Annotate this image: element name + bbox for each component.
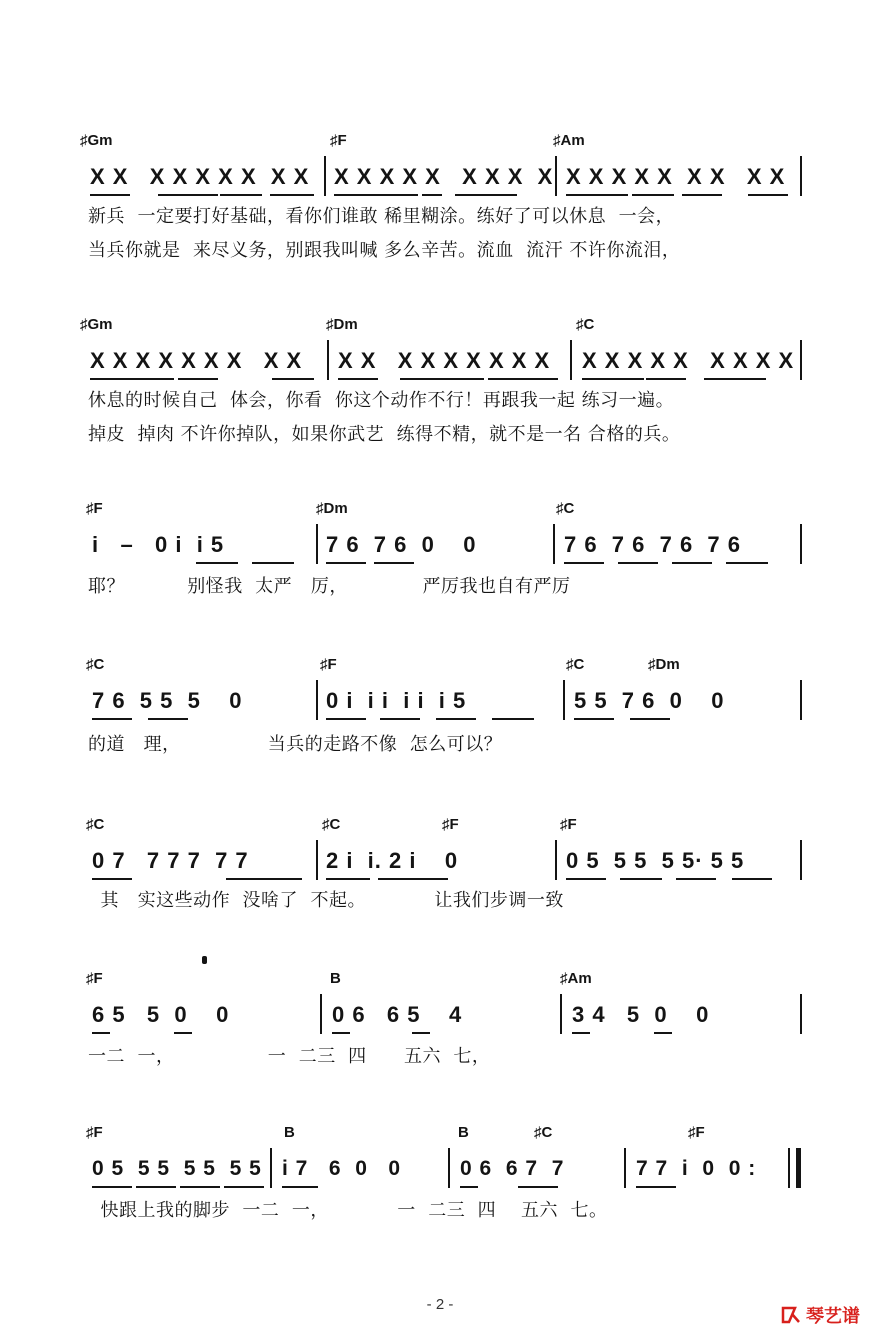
beam-underline: [682, 194, 722, 196]
beam-underline: [566, 878, 606, 880]
notation-line: [0, 156, 880, 200]
chord-symbol: ♯F: [688, 1124, 705, 1141]
barline: [800, 156, 802, 196]
page-number: - 2 -: [426, 1296, 454, 1313]
final-barline-thin: [788, 1148, 790, 1188]
chord-symbol: ♯Am: [553, 132, 585, 149]
measure-notes: 0 5 5 5 5 5 5 5: [92, 1157, 262, 1180]
beam-underline: [252, 562, 294, 564]
beam-underline: [636, 1186, 676, 1188]
chord-symbol: ♯F: [86, 1124, 103, 1141]
barline: [555, 840, 557, 880]
beam-underline: [332, 1032, 350, 1034]
measure-notes: i 7 6 0 0: [282, 1157, 402, 1180]
beam-underline: [672, 562, 712, 564]
chord-symbol: ♯F: [560, 816, 577, 833]
measure-notes: X X X X X X X X X: [90, 164, 310, 189]
measure-notes: 7 6 5 5 5 0: [92, 688, 243, 713]
notation-line: [0, 994, 880, 1038]
chord-symbol: ♯C: [86, 656, 105, 673]
beam-underline: [224, 1186, 264, 1188]
measure-notes: 2 i i. 2 i 0: [326, 848, 459, 873]
notation-line: [0, 840, 880, 884]
score-system-5: [0, 816, 880, 956]
barline: [316, 524, 318, 564]
chord-symbol: ♯C: [86, 816, 105, 833]
beam-underline: [90, 378, 174, 380]
beam-underline: [380, 718, 420, 720]
beam-underline: [566, 194, 628, 196]
measure-notes: 3 4 5 0 0: [572, 1002, 710, 1027]
logo-text: 琴艺谱: [806, 1306, 860, 1327]
lyric-line-1: 耶？ 别怪我 太严 厉， 严厉我也自有严厉: [88, 576, 571, 597]
beam-underline: [90, 194, 130, 196]
lyric-line-1: 其 实这些动作 没啥了 不起。 让我们步调一致: [88, 890, 564, 911]
chord-symbol: ♯C: [566, 656, 585, 673]
chord-symbol: ♯Dm: [326, 316, 358, 333]
measure-notes: 0 i i i i i i 5: [326, 688, 467, 713]
chord-symbol: ♯F: [442, 816, 459, 833]
score-system-2: [0, 316, 880, 456]
beam-underline: [220, 194, 262, 196]
measure-notes: 7 7 i 0 0 :: [636, 1157, 757, 1180]
barline: [320, 994, 322, 1034]
beam-underline: [422, 194, 442, 196]
beam-underline: [400, 378, 484, 380]
barline: [316, 840, 318, 880]
beam-underline: [412, 1032, 430, 1034]
stray-mark: [202, 956, 207, 964]
beam-underline: [92, 718, 132, 720]
measure-notes: X X X X X X X X X: [566, 164, 786, 189]
chord-symbol: ♯Dm: [648, 656, 680, 673]
measure-notes: i – 0 i i 5: [92, 532, 225, 557]
barline: [563, 680, 565, 720]
chord-symbol: ♯C: [576, 316, 595, 333]
lyric-line-1: 一二 一， 一 二三 四 五六 七，: [88, 1046, 491, 1067]
site-logo: [780, 1300, 860, 1330]
beam-underline: [196, 562, 238, 564]
beam-underline: [436, 718, 476, 720]
beam-underline: [726, 562, 768, 564]
notation-line: [0, 340, 880, 384]
beam-underline: [620, 878, 662, 880]
score-system-1: [0, 132, 880, 272]
beam-underline: [326, 562, 366, 564]
chord-symbol: B: [458, 1124, 469, 1141]
beam-underline: [630, 718, 670, 720]
barline: [555, 156, 557, 196]
measure-notes: 0 7 7 7 7 7 7: [92, 848, 249, 873]
barline: [800, 680, 802, 720]
beam-underline: [488, 378, 558, 380]
score-system-6: [0, 970, 880, 1110]
barline: [316, 680, 318, 720]
beam-underline: [732, 878, 772, 880]
measure-notes: X X X X X X X X X: [90, 348, 303, 373]
score-system-3: [0, 500, 880, 640]
measure-notes: 0 5 5 5 5 5· 5 5: [566, 848, 745, 873]
beam-underline: [92, 1032, 110, 1034]
beam-underline: [92, 1186, 132, 1188]
beam-underline: [174, 1032, 192, 1034]
beam-underline: [572, 1032, 590, 1034]
beam-underline: [518, 1186, 558, 1188]
beam-underline: [92, 878, 132, 880]
beam-underline: [226, 878, 302, 880]
beam-underline: [178, 378, 218, 380]
chord-symbol: ♯C: [534, 1124, 553, 1141]
beam-underline: [646, 378, 686, 380]
beam-underline: [748, 194, 788, 196]
barline: [327, 340, 329, 380]
chord-symbol: ♯Gm: [80, 132, 113, 149]
lyric-line-2: 当兵你就是 来尽义务，别跟我叫喊 多么辛苦。流血 流汗 不许你流泪，: [88, 240, 681, 261]
chord-symbol: ♯Gm: [80, 316, 113, 333]
chord-symbol: ♯F: [330, 132, 347, 149]
lyric-line-1: 休息的时候自己 体会，你看 你这个动作不行！再跟我一起 练习一遍。: [88, 390, 675, 411]
chord-symbol: B: [284, 1124, 295, 1141]
score-system-4: [0, 656, 880, 796]
beam-underline: [158, 194, 218, 196]
beam-underline: [455, 194, 517, 196]
beam-underline: [338, 378, 378, 380]
beam-underline: [582, 378, 644, 380]
barline: [800, 340, 802, 380]
barline: [570, 340, 572, 380]
barline: [553, 524, 555, 564]
beam-underline: [378, 878, 448, 880]
score-system-7: [0, 1124, 880, 1264]
beam-underline: [136, 1186, 176, 1188]
chord-symbol: ♯C: [322, 816, 341, 833]
chord-symbol: ♯F: [86, 970, 103, 987]
notation-line: [0, 680, 880, 724]
measure-notes: X X X X X X X X X: [334, 164, 554, 189]
measure-notes: 0 6 6 5 4: [332, 1002, 463, 1027]
beam-underline: [460, 1186, 478, 1188]
measure-notes: 6 5 5 0 0: [92, 1002, 230, 1027]
lyric-line-1: 的道 理， 当兵的走路不像 怎么可以？: [88, 734, 503, 755]
chord-symbol: ♯C: [556, 500, 575, 517]
beam-underline: [270, 194, 314, 196]
beam-underline: [374, 562, 414, 564]
barline: [800, 840, 802, 880]
notation-line: [0, 524, 880, 568]
chord-symbol: ♯F: [86, 500, 103, 517]
notation-line: [0, 1148, 880, 1192]
barline: [560, 994, 562, 1034]
beam-underline: [574, 718, 614, 720]
beam-underline: [282, 1186, 318, 1188]
barline: [448, 1148, 450, 1188]
measure-notes: 7 6 7 6 0 0: [326, 532, 477, 557]
chord-symbol: ♯Dm: [316, 500, 348, 517]
beam-underline: [180, 1186, 220, 1188]
chord-symbol: ♯F: [320, 656, 337, 673]
lyric-line-2: 掉皮 掉肉 不许你掉队，如果你武艺 练得不精，就不是一名 合格的兵。: [88, 424, 681, 445]
measure-notes: 7 6 7 6 7 6 7 6: [564, 532, 742, 557]
beam-underline: [654, 1032, 672, 1034]
lyric-line-1: 新兵 一定要打好基础，看你们谁敢 稀里糊涂。练好了可以休息 一会，: [88, 206, 675, 227]
chord-symbol: ♯Am: [560, 970, 592, 987]
beam-underline: [334, 194, 418, 196]
measure-notes: X X X X X X X X X: [582, 348, 795, 373]
beam-underline: [492, 718, 534, 720]
chord-symbol: B: [330, 970, 341, 987]
barline: [800, 994, 802, 1034]
final-barline-thick: [796, 1148, 801, 1188]
beam-underline: [148, 718, 188, 720]
lyric-line-1: 快跟上我的脚步 一二 一， 一 二三 四 五六 七。: [88, 1200, 608, 1221]
beam-underline: [704, 378, 766, 380]
logo-icon: [780, 1304, 802, 1326]
beam-underline: [676, 878, 716, 880]
measure-notes: 5 5 7 6 0 0: [574, 688, 725, 713]
barline: [800, 524, 802, 564]
barline: [324, 156, 326, 196]
barline: [270, 1148, 272, 1188]
measure-notes: 0 6 6 7 7: [460, 1157, 565, 1180]
beam-underline: [632, 194, 674, 196]
beam-underline: [326, 878, 370, 880]
beam-underline: [326, 718, 366, 720]
beam-underline: [564, 562, 604, 564]
beam-underline: [618, 562, 658, 564]
beam-underline: [272, 378, 314, 380]
measure-notes: X X X X X X X X X: [338, 348, 551, 373]
barline: [624, 1148, 626, 1188]
